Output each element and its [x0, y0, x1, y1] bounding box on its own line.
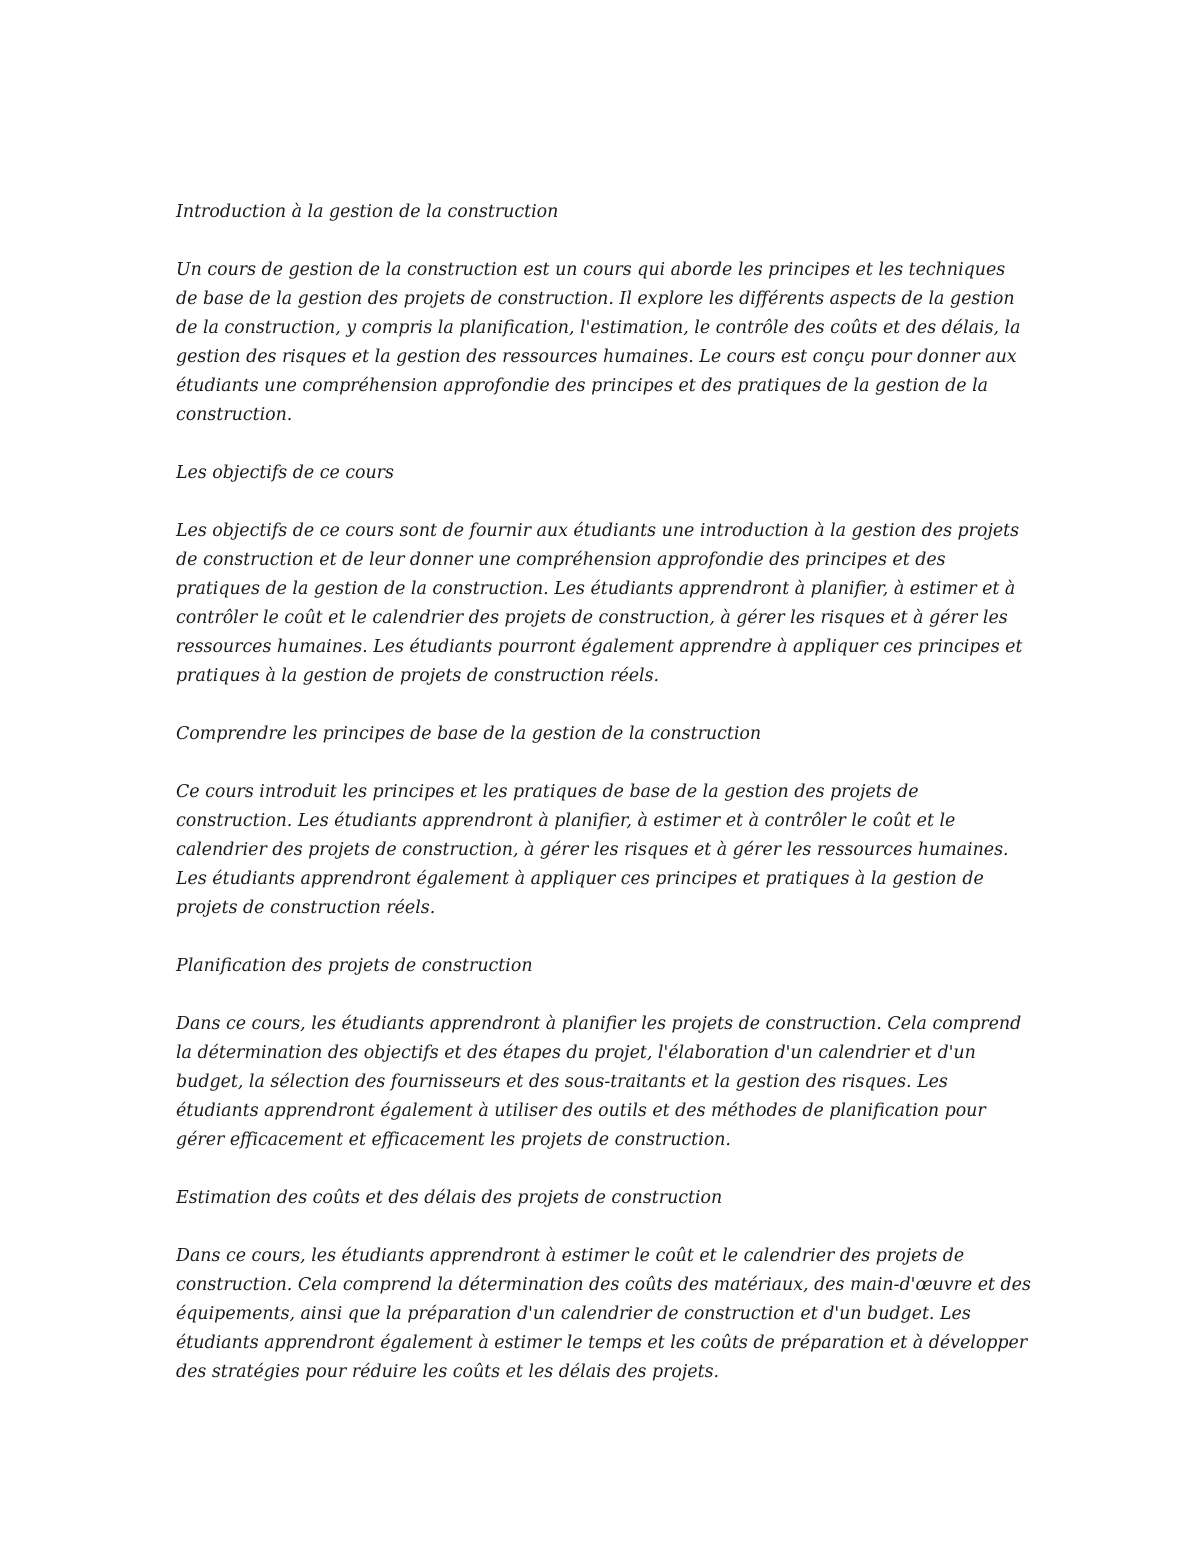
section-paragraph: Dans ce cours, les étudiants apprendront à estimer le coût et le calendrier des projets de construction. Cela comprend la détermination des coûts des matériaux, des main-d'œuvre et des équipements, ainsi que la préparation d'un calendrier de construction et d'un budget. Les étudiants apprendront également à estimer le temps et les coûts de préparation et à développer des stratégies pour réduire les coûts et les délais des projets. [176, 1246, 1031, 1382]
section-heading: Planification des projets de construction [176, 956, 533, 976]
section-heading: Estimation des coûts et des délais des projets de construction [176, 1188, 723, 1208]
section-heading: Les objectifs de ce cours [176, 463, 394, 483]
section-heading: Comprendre les principes de base de la gestion de la construction [176, 724, 762, 744]
section-paragraph: Ce cours introduit les principes et les pratiques de base de la gestion des projets de construction. Les étudiants apprendront à planifier, à estimer et à contrôler le coût et le calendrier des projets de construction, à gérer les risques et à gérer les ressources humaines. Les étudiants apprendront également à appliquer ces principes et pratiques à la gestion de projets de construction réels. [176, 782, 1009, 918]
document-body [176, 198, 1032, 1416]
section-paragraph: Un cours de gestion de la construction est un cours qui aborde les principes et les techniques de base de la gestion des projets de construction. Il explore les différents aspects de la gestion de la construction, y compris la planification, l'estimation, le contrôle des coûts et des délais, la gestion des risques et la gestion des ressources humaines. Le cours est conçu pour donner aux étudiants une compréhension approfondie des principes et des pratiques de la gestion de la construction. [176, 260, 1021, 425]
section-paragraph: Dans ce cours, les étudiants apprendront à planifier les projets de construction. Cela comprend la détermination des objectifs et des étapes du projet, l'élaboration d'un calendrier et d'un budget, la sélection des fournisseurs et des sous-traitants et la gestion des risques. Les étudiants apprendront également à utiliser des outils et des méthodes de planification pour gérer efficacement et efficacement les projets de construction. [176, 1014, 1022, 1150]
section-paragraph: Les objectifs de ce cours sont de fournir aux étudiants une introduction à la gestion des projets de construction et de leur donner une compréhension approfondie des principes et des pratiques de la gestion de la construction. Les étudiants apprendront à planifier, à estimer et à contrôler le coût et le calendrier des projets de construction, à gérer les risques et à gérer les ressources humaines. Les étudiants pourront également apprendre à appliquer ces principes et pratiques à la gestion de projets de construction réels. [176, 521, 1023, 686]
section-heading: Introduction à la gestion de la construction [176, 202, 559, 222]
